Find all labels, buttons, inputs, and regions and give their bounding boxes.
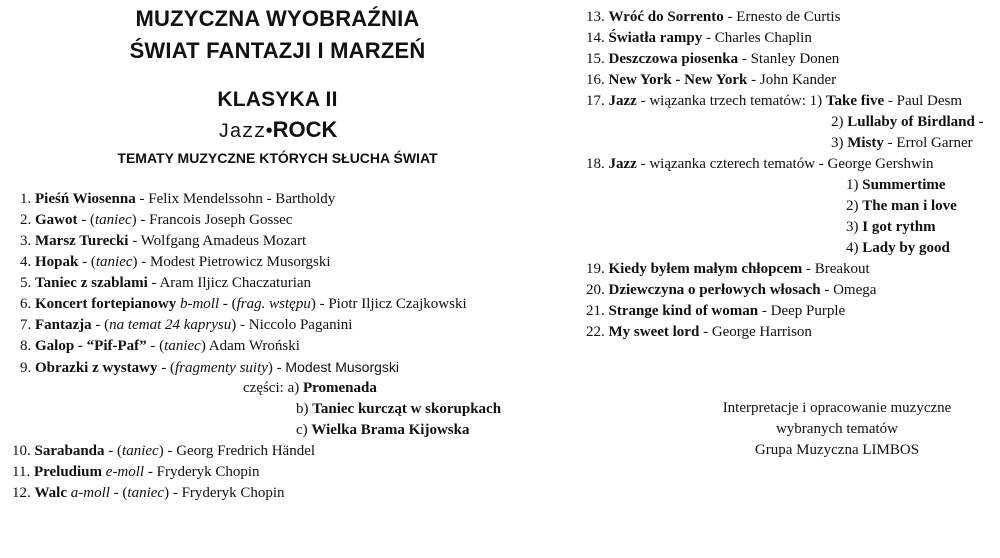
track-key: e-moll: [105, 464, 145, 480]
track-author: Wolfgang Amadeus Mozart: [140, 233, 307, 249]
track-key: a-moll: [70, 485, 110, 501]
track-title: Pieśń Wiosenna: [35, 191, 136, 207]
track-key: b-moll: [179, 296, 220, 312]
track-11: 11. Preludium e-moll - Fryderyk Chopin: [12, 464, 260, 480]
series-title: KLASYKA II: [217, 88, 338, 111]
track-2: 2. Gawot - (taniec) - Francois Joseph Gossec: [20, 212, 293, 228]
track-title: Marsz Turecki: [35, 233, 129, 249]
track-author: Fryderyk Chopin: [181, 485, 285, 501]
track-title: Dziewczyna o perłowych włosach: [608, 282, 821, 298]
track-author: Stanley Donen: [750, 51, 840, 67]
rock-label: ROCK: [272, 117, 338, 142]
track-22: 22. My sweet lord - George Harrison: [586, 324, 812, 340]
credits-line-2: wybranych tematów: [775, 421, 899, 437]
track-title: Preludium: [33, 464, 103, 480]
track-title: Jazz: [608, 93, 637, 109]
track-18-sub-3: 3) I got rythm: [846, 219, 936, 235]
track-5: 5. Taniec z szablami - Aram Iljicz Chaczaturian: [20, 275, 312, 291]
track-17-sub-3: 3) Misty - Errol Garner: [831, 135, 973, 151]
track-3: 3. Marsz Turecki - Wolfgang Amadeus Mozart: [20, 233, 307, 249]
track-7: 7. Fantazja - (na temat 24 kaprysu) - Niccolo Paganini: [20, 317, 353, 333]
track-title: Wróć do Sorrento: [608, 9, 724, 25]
track-4: 4. Hopak - (taniec) - Modest Pietrowicz Musorgski: [20, 254, 331, 270]
track-17-sub-2: 2) Lullaby of Birdland -: [831, 114, 984, 130]
track-8: 8. Galop - “Pif-Paf” - (taniec) Adam Wroński: [20, 338, 300, 354]
parts-c: c) Wielka Brama Kijowska: [296, 422, 470, 438]
credits-line-3: Grupa Muzyczna LIMBOS: [754, 442, 920, 458]
track-21: 21. Strange kind of woman - Deep Purple: [586, 303, 846, 319]
track-author: John Kander: [759, 72, 837, 88]
parts-a: części: a) Promenada: [243, 380, 377, 396]
track-author: Aram Iljicz Chaczaturian: [159, 275, 312, 291]
track-1: 1. Pieśń Wiosenna - Felix Mendelssohn - Bartholdy: [20, 191, 336, 207]
track-title: Koncert fortepianowy: [35, 296, 177, 312]
track-author: Fryderyk Chopin: [156, 464, 260, 480]
track-6: 6. Koncert fortepianowy b-moll - (frag. wstępu) - Piotr Iljicz Czajkowski: [20, 296, 467, 312]
track-title: Hopak: [35, 254, 79, 270]
parts-label: części:: [243, 380, 284, 396]
track-author: Charles Chaplin: [714, 30, 812, 46]
track-author: Felix Mendelssohn - Bartholdy: [148, 191, 336, 207]
track-author: Breakout: [814, 261, 870, 277]
track-author: George Harrison: [711, 324, 812, 340]
track-author: Piotr Iljicz Czajkowski: [328, 296, 467, 312]
track-title: Deszczowa piosenka: [608, 51, 739, 67]
track-title: Sarabanda: [34, 443, 105, 459]
track-author: Adam Wroński: [208, 338, 300, 354]
subtitle: TEMATY MUZYCZNE KTÓRYCH SŁUCHA ŚWIAT: [117, 150, 438, 166]
track-12: 12. Walc a-moll - (taniec) - Fryderyk Chopin: [12, 485, 285, 501]
track-title: Gawot: [35, 212, 78, 228]
track-title: Kiedy byłem małym chłopcem: [608, 261, 803, 277]
track-title: Walc: [34, 485, 67, 501]
track-18-sub-4: 4) Lady by good: [846, 240, 950, 256]
track-author: Deep Purple: [770, 303, 846, 319]
track-author: Ernesto de Curtis: [736, 9, 841, 25]
track-title: Strange kind of woman: [608, 303, 759, 319]
bullet: •: [265, 120, 273, 142]
track-author: Niccolo Paganini: [248, 317, 353, 333]
track-16: 16. New York - New York - John Kander: [586, 72, 837, 88]
genre-line: [0, 117, 555, 144]
track-author: Omega: [833, 282, 877, 298]
parts-b: b) Taniec kurcząt w skorupkach: [296, 401, 502, 417]
album-title-line-1: MUZYCZNA WYOBRAŹNIA: [135, 6, 420, 31]
credits: [700, 398, 974, 461]
track-author: Francois Joseph Gossec: [149, 212, 293, 228]
track-14: 14. Światła rampy - Charles Chaplin: [586, 30, 812, 46]
track-title: New York - New York: [608, 72, 748, 88]
track-title: My sweet lord: [608, 324, 700, 340]
album-title-line-2: ŚWIAT FANTAZJI I MARZEŃ: [129, 38, 426, 63]
track-title: Fantazja: [35, 317, 92, 333]
track-title: Jazz: [608, 156, 637, 172]
track-15: 15. Deszczowa piosenka - Stanley Donen: [586, 51, 840, 67]
jazz-label: Jazz: [217, 121, 266, 144]
track-9: 9. Obrazki z wystawy - (fragmenty suity) - Modest Musorgski: [20, 359, 399, 376]
track-author: Modest Musorgski: [285, 359, 399, 375]
track-title: Galop - “Pif-Paf”: [35, 338, 147, 354]
track-author: Modest Pietrowicz Musorgski: [150, 254, 331, 270]
track-13: 13. Wróć do Sorrento - Ernesto de Curtis: [586, 9, 841, 25]
track-10: 10. Sarabanda - (taniec) - Georg Fredrich Händel: [12, 443, 316, 459]
track-17: 17. Jazz - wiązanka trzech tematów: 1) Take five - Paul Desm: [586, 93, 963, 109]
track-19: 19. Kiedy byłem małym chłopcem - Breakout: [586, 261, 870, 277]
track-18-sub-1: 1) Summertime: [846, 177, 946, 193]
track-20: 20. Dziewczyna o perłowych włosach - Omega: [586, 282, 877, 298]
track-title: Taniec z szablami: [35, 275, 148, 291]
credits-line-1: Interpretacje i opracowanie muzyczne: [722, 400, 952, 416]
track-author: Georg Fredrich Händel: [176, 443, 316, 459]
track-18: 18. Jazz - wiązanka czterech tematów - George Gershwin: [586, 156, 934, 172]
track-title: Obrazki z wystawy: [35, 360, 158, 376]
track-18-sub-2: 2) The man i love: [846, 198, 957, 214]
track-title: Światła rampy: [608, 30, 703, 46]
